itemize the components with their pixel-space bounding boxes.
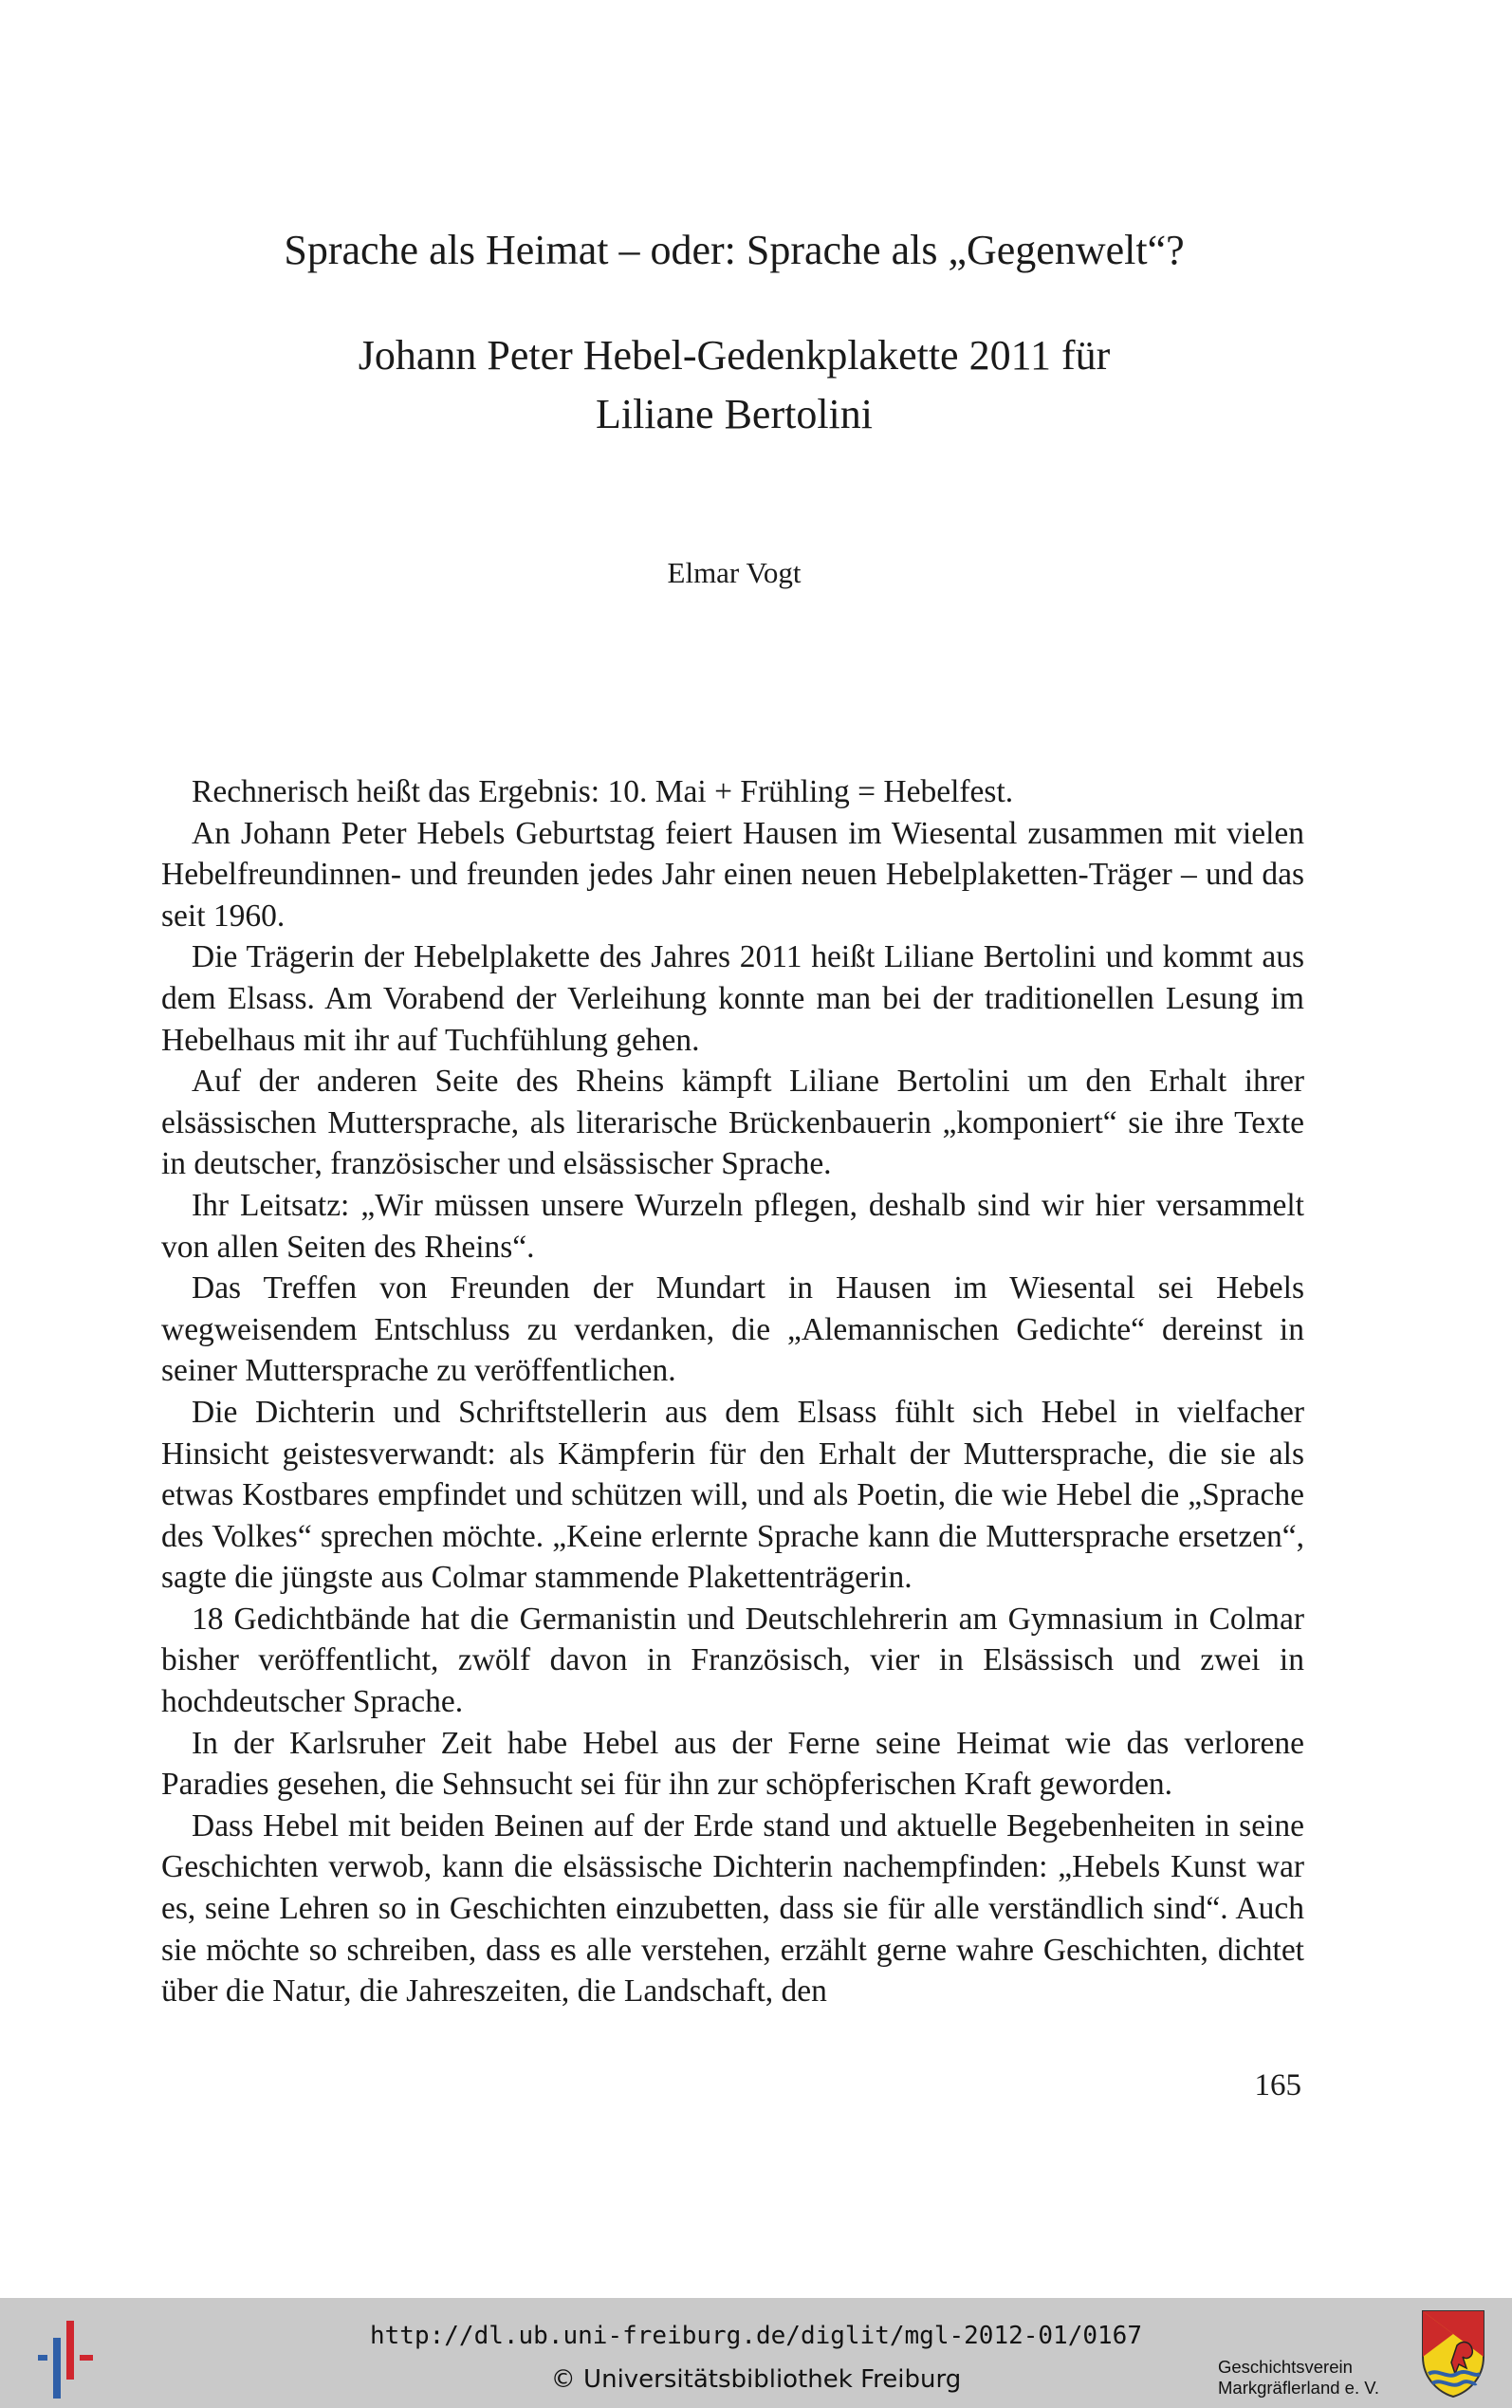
paragraph: Rechnerisch heißt das Ergebnis: 10. Mai + Frühling = Hebelfest. [192, 774, 1014, 809]
society-name [1218, 2357, 1379, 2399]
paragraph: Die Dichterin und Schriftstellerin aus dem Elsass fühlt sich Hebel in vielfacher Hinsicht geistesverwandt: als Kämpferin für den Erhalt der Muttersprache, die sie als etwas Kostbares empfindet und schützen will, und als Poetin, die wie Hebel die „Sprache des Volkes“ sprechen möchte. „Keine erlernte Sprache kann die Muttersprache ersetzen“, sagte die jüngste aus Colmar stammende Plakettenträgerin. [161, 1394, 1304, 1596]
society-line-1: Geschichtsverein [1218, 2357, 1353, 2377]
paragraph: Das Treffen von Freunden der Mundart in Hausen im Wiesental sei Hebels wegweisendem Entschluss zu verdanken, die „Alemannischen Gedichte“ dereinst in seiner Muttersprache zu veröffentlichen. [161, 1270, 1304, 1389]
paragraph: An Johann Peter Hebels Geburtstag feiert Hausen im Wiesental zusammen mit vielen Hebelfreundinnen- und freunden jedes Jahr einen neuen Hebelplaketten-Träger – und das seit 1960. [161, 815, 1304, 934]
paragraph: Auf der anderen Seite des Rheins kämpft Liliane Bertolini um den Erhalt ihrer elsässischen Muttersprache, als literarische Brückenbauerin „komponiert“ sie ihre Texte in deutscher, französischer und elsässischer Sprache. [161, 1064, 1304, 1182]
paragraph: In der Karlsruher Zeit habe Hebel aus der Ferne seine Heimat wie das verlorene Paradies gesehen, die Sehnsucht sei für ihn zur schöpferischen Kraft geworden. [161, 1725, 1304, 1803]
article-body [161, 771, 1304, 2012]
article-subtitle [0, 326, 1468, 444]
paragraph: 18 Gedichtbände hat die Germanistin und Deutschlehrerin am Gymnasium in Colmar bisher veröffentlicht, zwölf davon in Französisch, vier in Elsässisch und zwei in hochdeutscher Sprache. [161, 1601, 1304, 1720]
paragraph: Dass Hebel mit beiden Beinen auf der Erde stand und aktuelle Begebenheiten in seine Geschichten verwob, kann die elsässische Dichterin nachempfinden: „Hebels Kunst war es, seine Lehren so in Geschichten einzubetten, dass sie für alle verständlich sind“. Auch sie möchte so schreiben, dass es alle verstehen, erzählt gerne wahre Geschichten, dichtet über die Natur, die Jahreszeiten, die Landschaft, den [161, 1807, 1304, 2010]
paragraph: Ihr Leitsatz: „Wir müssen unsere Wurzeln pflegen, deshalb sind wir hier versammelt von allen Seiten des Rheins“. [161, 1187, 1304, 1265]
author-name: Elmar Vogt [667, 556, 802, 589]
society-line-2: Markgräflerland e. V. [1218, 2378, 1380, 2398]
footer-copyright: © Universitätsbibliothek Freiburg [550, 2365, 962, 2394]
subtitle-line-1: Johann Peter Hebel-Gedenkplakette 2011 für [358, 332, 1111, 379]
article-title: Sprache als Heimat – oder: Sprache als „Gegenwelt“? [284, 227, 1185, 273]
coat-of-arms-icon [1419, 2307, 1487, 2399]
paragraph: Die Trägerin der Hebelplakette des Jahres 2011 heißt Liliane Bertolini und kommt aus dem Elsass. Am Vorabend der Verleihung konnte man bei der traditionellen Lesung im Hebelhaus mit ihr auf Tuchfühlung gehen. [161, 939, 1304, 1058]
subtitle-line-2: Liliane Bertolini [595, 391, 874, 437]
page-number: 165 [1254, 2068, 1301, 2102]
footer-url-link[interactable]: http://dl.ub.uni-freiburg.de/diglit/mgl-2012-01/0167 [370, 2322, 1142, 2350]
